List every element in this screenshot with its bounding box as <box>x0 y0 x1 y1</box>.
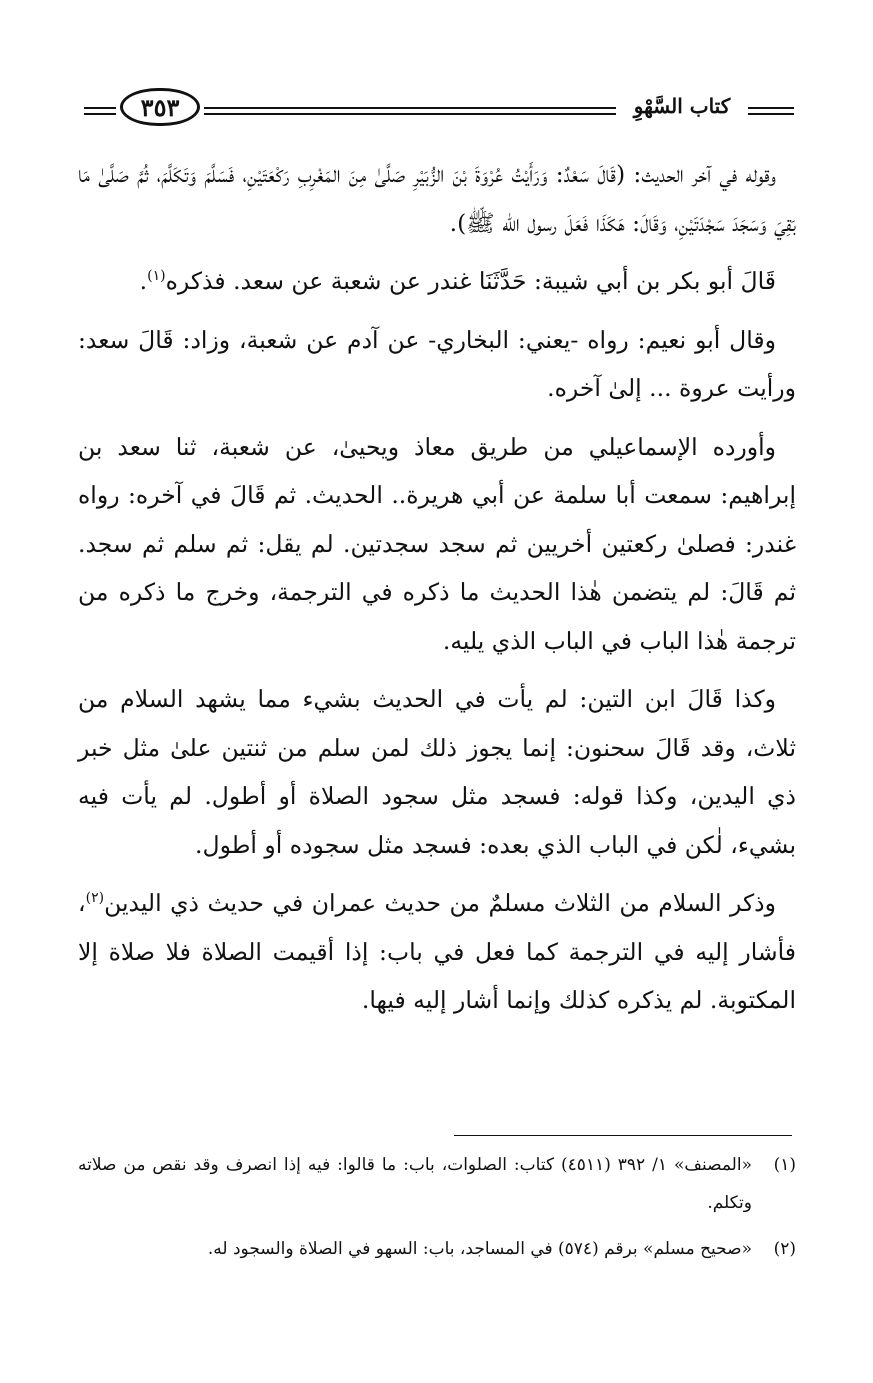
footnote-separator <box>454 1135 792 1136</box>
paragraph-6-text-a: وذكر السلام من الثلاث مسلمٌ من حديث عمران في حديث ذي اليدين <box>104 889 776 917</box>
paragraph-5: وكذا قَالَ ابن التين: لم يأت في الحديث بشيء مما يشهد السلام من ثلاث، وقد قَالَ سحنون: إنما يجوز ذلك لمن سلم من ثنتين علىٰ مثل خبر ذي اليدين، وكذا قوله: فسجد مثل سجود الصلاة أو أطول. لم يأت فيه بشيء، لٰكن في الباب الذي بعده: فسجد مثل سجوده أو أطول. <box>78 685 796 859</box>
paragraph-6 <box>78 879 796 1025</box>
footnote-1-number: (١) <box>773 1155 796 1175</box>
book-title: كتاب السَّهْوِ <box>633 94 731 118</box>
paragraph-4: وأورده الإسماعيلي من طريق معاذ ويحيىٰ، عن شعبة، ثنا سعد بن إبراهيم: سمعت أبا سلمة عن أبي هريرة.. الحديث. ثم قَالَ في آخره: رواه غندر: فصلىٰ ركعتين أخريين ثم سجد سجدتين. لم يقل: ثم سلم ثم سجد. ثم قَالَ: لم يتضمن هٰذا الحديث ما ذكره في الترجمة، وخرج ما ذكره من ترجمة هٰذا الباب في الباب الذي يليه. <box>78 432 796 655</box>
paragraph-2-text: قَالَ أبو بكر بن أبي شيبة: حَدَّثَنَا غندر عن شعبة عن سعد. فذكره <box>165 267 776 295</box>
footnote-ref-2[interactable]: (٢) <box>85 890 105 907</box>
main-text <box>78 150 796 1035</box>
running-header <box>84 88 794 138</box>
header-rule-left <box>84 107 116 115</box>
header-rule-middle <box>204 107 616 115</box>
paragraph-2: قَالَ أبو بكر بن أبي شيبة: حَدَّثَنَا غندر عن شعبة عن سعد. فذكره$^{(١)}$. <box>139 267 776 295</box>
header-rule-right <box>748 107 794 115</box>
page-number: ٣٥٣ <box>120 88 200 126</box>
paragraph-1: وقوله في آخر الحديث: (قَالَ سَعْدٌ: وَرَأَيْتُ عُرْوَةَ بْنَ الزُّبَيْرِ صَلَّىٰ مِنَ المَغْرِبِ رَكْعَتَيْنِ، فَسَلَّمَ وَتَكَلَّمَ، ثُمَّ صَلَّىٰ مَا بَقِيَ وَسَجَدَ سَجْدَتَيْنِ، وَقَالَ: هَكَذَا فَعَلَ رسول الله ﷺ). <box>78 160 796 237</box>
paragraph-3: وقال أبو نعيم: رواه -يعني: البخاري- عن آدم عن شعبة، وزاد: قَالَ سعد: ورأيت عروة ... إلىٰ آخره. <box>78 325 796 402</box>
footnote-2-text: «صحيح مسلم» برقم (٥٧٤) في المساجد، باب: السهو في الصلاة والسجود له. <box>207 1239 752 1259</box>
footnote-2-number: (٢) <box>773 1239 796 1259</box>
footnote-1 <box>78 1146 796 1222</box>
footnotes <box>78 1146 796 1276</box>
footnote-1-text: «المصنف» ١/ ٣٩٢ (٤٥١١) كتاب: الصلوات، باب: ما قالوا: فيه إذا انصرف وقد نقص من صلاته وتكلم. <box>78 1155 752 1213</box>
paragraph-6-text-b: ، فأشار إليه في الترجمة كما فعل في باب: إذا أقيمت الصلاة فلا صلاة إلا المكتوبة. لم يذكره كذلك وإنما أشار إليه فيها. <box>78 889 796 1014</box>
footnote-ref-1[interactable]: (١) <box>147 268 166 285</box>
footnote-2 <box>78 1230 796 1268</box>
